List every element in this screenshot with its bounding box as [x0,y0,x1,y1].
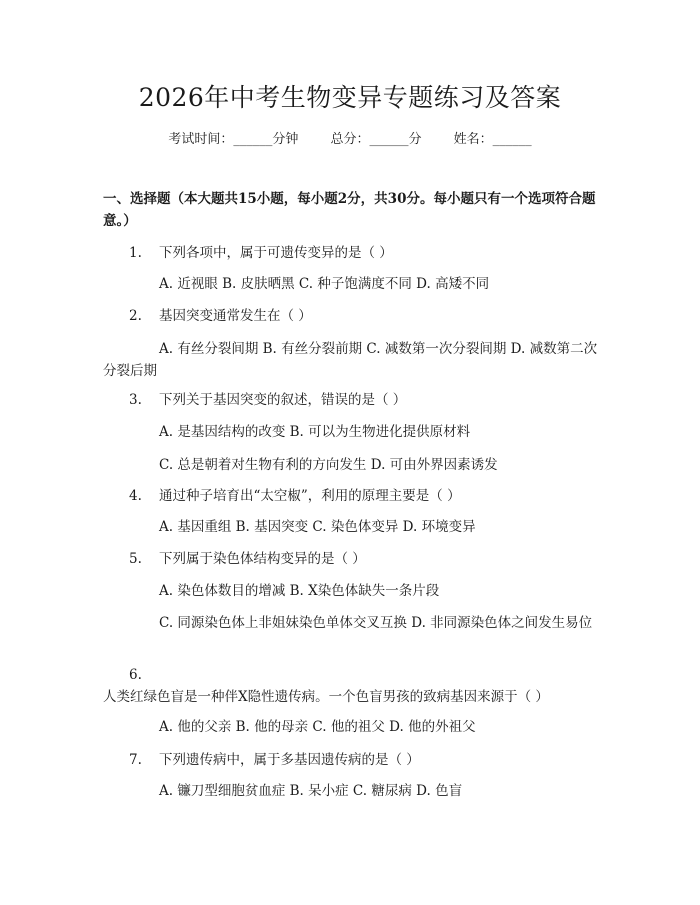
question-6-options: A. 他的父亲 B. 他的母亲 C. 他的祖父 D. 他的外祖父 [159,719,476,735]
exam-info-line [0,130,700,150]
question-2 [103,305,599,327]
question-number: 1. [129,245,142,261]
question-3-options-c-d: C. 总是朝着对生物有利的方向发生 D. 可由外界因素诱发 [159,457,498,473]
page-title: 2026年中考生物变异专题练习及答案 [138,83,562,112]
question-number: 4. [129,488,142,504]
question-text: 人类红绿色盲是一种伴X隐性遗传病。一个色盲男孩的致病基因来源于（ ） [103,689,549,705]
exam-time-field: 考试时间：______分钟 [168,132,299,147]
question-text: 下列遗传病中，属于多基因遗传病的是（ ） [159,752,420,768]
question-6 [103,664,599,708]
question-number: 2. [129,308,142,324]
question-number: 7. [129,752,142,768]
question-1 [103,242,599,264]
question-7 [103,749,599,771]
question-number: 3. [129,392,142,408]
question-4 [103,485,599,507]
question-text: 通过种子培育出“太空椒”，利用的原理主要是（ ） [159,488,461,504]
question-3-options-a-b: A. 是基因结构的改变 B. 可以为生物进化提供原材料 [159,424,471,440]
question-text: 基因突变通常发生在（ ） [159,308,312,324]
question-3 [103,389,599,411]
section-heading: 一、选择题（本大题共15小题，每小题2分，共30分。每小题只有一个选项符合题意。） [103,191,596,229]
question-number: 5. [129,551,142,567]
question-number: 6. [129,667,142,683]
question-text: 下列各项中，属于可遗传变异的是（ ） [159,245,393,261]
question-5-options-c-d: C. 同源染色体上非姐妹染色单体交叉互换 D. 非同源染色体之间发生易位 [159,615,593,631]
question-1-options: A. 近视眼 B. 皮肤晒黑 C. 种子饱满度不同 D. 高矮不同 [159,276,490,292]
question-text: 下列属于染色体结构变异的是（ ） [159,551,366,567]
question-7-options: A. 镰刀型细胞贫血症 B. 呆小症 C. 糖尿病 D. 色盲 [159,783,463,799]
question-5-options-a-b: A. 染色体数目的增减 B. X染色体缺失一条片段 [159,583,440,599]
total-score-field: 总分：______分 [330,132,422,147]
question-2-options: A. 有丝分裂间期 B. 有丝分裂前期 C. 减数第一次分裂间期 D. 减数第二次分裂后期 [103,341,598,379]
question-text: 下列关于基因突变的叙述，错误的是（ ） [159,392,407,408]
question-5 [103,548,599,570]
student-name-field: 姓名：______ [453,132,532,147]
question-4-options: A. 基因重组 B. 基因突变 C. 染色体变异 D. 环境变异 [159,519,476,535]
